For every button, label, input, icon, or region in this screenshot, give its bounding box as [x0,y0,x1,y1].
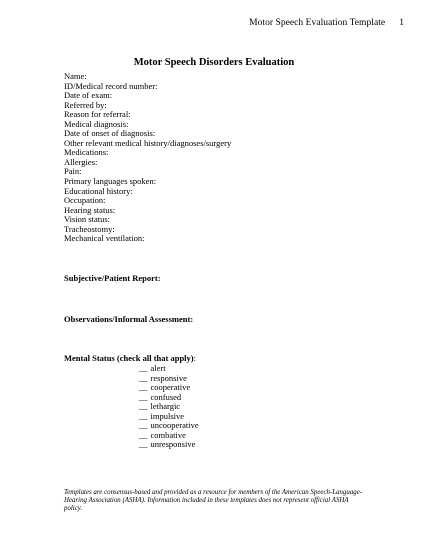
field-medical-record-number: ID/Medical record number: [64,80,158,91]
checklist-label: alert [150,363,166,373]
document-title: Motor Speech Disorders Evaluation [133,57,295,68]
page-number: 1 [399,18,404,28]
field-pain: Pain: [64,166,82,177]
checkbox-blank[interactable]: __ [139,382,148,392]
field-primary-languages: Primary languages spoken: [64,176,157,187]
running-title: Motor Speech Evaluation Template [249,18,386,28]
field-tracheostomy: Tracheostomy: [64,223,115,234]
checkbox-blank[interactable]: __ [139,429,148,440]
checklist-label: impulsive [150,410,185,421]
field-vision-status: Vision status: [64,214,111,225]
asha-disclaimer-footer: Templates are consensus-based and provided as a resource for members of the American Speech-Language-Hearing Association (ASHA). Information included in these templates does not represent official ASHA policy. [64,489,363,513]
intake-fields [64,72,231,244]
checklist-label: responsive [150,372,187,383]
field-allergies: Allergies: [64,156,98,167]
field-hearing-status: Hearing status: [64,204,116,215]
field-reason-for-referral: Reason for referral: [64,109,131,120]
checkbox-blank[interactable]: __ [139,410,148,421]
field-referred-by: Referred by: [64,99,107,110]
field-medical-history: Other relevant medical history/diagnoses/surgery [64,137,232,148]
checklist-label: lethargic [150,401,181,411]
mental-status-checklist [139,364,199,450]
field-occupation: Occupation: [64,195,106,206]
mental-status-label: Mental Status (check all that apply) [64,353,194,363]
checkbox-blank[interactable]: __ [139,391,148,402]
checklist-item-unresponsive[interactable] [139,440,199,450]
field-date-of-exam: Date of exam: [64,90,113,101]
checkbox-blank[interactable]: __ [139,401,148,411]
checklist-label: cooperative [150,382,191,392]
observations-heading: Observations/Informal Assessment: [64,314,194,324]
checkbox-blank[interactable]: __ [139,372,148,383]
checklist-label: uncooperative [150,420,199,430]
checkbox-blank[interactable]: __ [139,420,148,430]
checkbox-blank[interactable]: __ [139,439,148,449]
mental-status-heading [64,353,196,363]
checkbox-blank[interactable]: __ [139,363,148,373]
mental-status-colon: : [193,353,196,363]
running-header [249,18,404,28]
checklist-label: unresponsive [150,439,196,449]
field-medical-diagnosis: Medical diagnosis: [64,118,129,129]
field-name: Name: [64,71,87,81]
field-medications: Medications: [64,147,109,158]
checklist-label: combative [150,429,186,440]
field-educational-history: Educational history: [64,185,133,196]
subjective-report-heading: Subjective/Patient Report: [64,273,161,283]
checklist-label: confused [150,391,182,402]
field-date-of-onset: Date of onset of diagnosis: [64,128,156,139]
field-mechanical-ventilation: Mechanical ventilation: [64,233,145,244]
